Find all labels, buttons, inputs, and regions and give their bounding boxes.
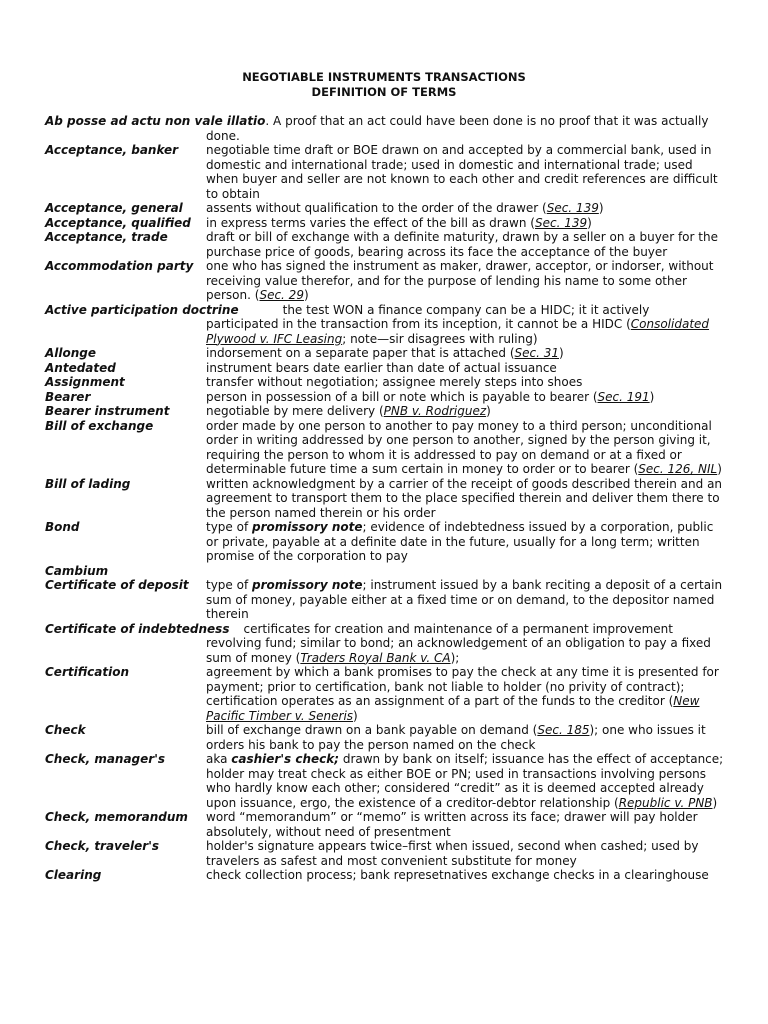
entry-definition: person in possession of a bill or note which is payable to bearer ( (206, 389, 598, 404)
entry-definition: draft or bill of exchange with a definite maturity, drawn by a seller on a buyer for the purchase price of goods, bearing across its face the acceptance of the buyer (206, 230, 718, 259)
entry-term: Acceptance, general (45, 201, 183, 215)
entry-term: Allonge (45, 346, 97, 360)
glossary-entry (45, 114, 725, 143)
entry-definition: instrument bears date earlier than date of actual issuance (206, 360, 557, 375)
entry-term: Accommodation party (45, 259, 194, 273)
document-subtitle: DEFINITION OF TERMS (311, 85, 457, 99)
entry-definition: holder's signature appears twice–first when issued, second when cashed; used by travelers as safest and most convenient substitute for money (206, 839, 699, 868)
glossary-entry (45, 564, 725, 579)
entry-definition: ; evidence of indebtedness issued by a corporation, public or private, payable at a definite date in the future, usually for a long term; written promise of the corporation to pay (206, 520, 714, 563)
glossary-entry (45, 361, 725, 376)
glossary-entry (45, 390, 725, 405)
glossary-entry (45, 303, 725, 347)
glossary-entry (45, 375, 725, 390)
entry-definition: check collection process; bank represetnatives exchange checks in a clearinghouse (206, 868, 709, 882)
entry-term: Check, traveler's (45, 839, 160, 853)
citation-link[interactable]: Sec. 31 (514, 346, 560, 360)
entry-term: Certificate of indebtedness (45, 621, 230, 636)
citation-link[interactable]: Sec. 139 (546, 201, 599, 215)
entry-emphasis: cashier's check; (231, 752, 340, 766)
document-title: NEGOTIABLE INSTRUMENTS TRANSACTIONS (242, 70, 526, 84)
entry-definition: word “memorandum” or “memo” is written across its face; drawer will pay holder absolutely, without need of presentment (206, 810, 698, 839)
entry-definition: bill of exchange drawn on a bank payable on demand ( (206, 723, 538, 737)
entry-definition-tail: ) (717, 462, 722, 476)
glossary-entry (45, 477, 725, 521)
citation-link[interactable]: Consolidated Plywood v. IFC Leasing (206, 317, 710, 346)
entry-definition-tail: ) (587, 215, 592, 230)
entry-definition: agreement by which a bank promises to pay the check at any time it is presented for payment; prior to certification, bank not liable to holder (no privity of contract); certification operates as an assignment of a part of the funds to the creditor ( (206, 665, 719, 708)
citation-link[interactable]: Republic v. PNB (618, 795, 713, 810)
entry-definition-tail: ) (559, 346, 564, 360)
entry-term: Check, manager's (45, 752, 166, 766)
entry-definition-tail: ) (303, 288, 309, 302)
citation-link[interactable]: Sec. 126, NIL (638, 462, 718, 476)
entry-definition: . A proof that an act could have been done is no proof that it was actually done. (206, 114, 709, 143)
entry-term: Bill of exchange (45, 418, 154, 433)
entry-definition-tail: ) (649, 389, 655, 404)
glossary-list (45, 114, 725, 883)
entry-term: Acceptance, banker (45, 143, 179, 157)
entry-term: Bearer instrument (45, 404, 170, 418)
glossary-entry (45, 665, 725, 723)
glossary-entry (45, 723, 725, 752)
entry-term: Bond (45, 520, 80, 534)
citation-link[interactable]: New Pacific Timber v. Seneris (206, 694, 700, 723)
citation-link[interactable]: Sec. 191 (597, 389, 650, 404)
entry-emphasis: promissory note (252, 520, 363, 534)
glossary-entry (45, 259, 725, 303)
glossary-entry (45, 578, 725, 622)
glossary-entry (45, 230, 725, 259)
glossary-entry (45, 868, 725, 883)
entry-definition-tail: ); one who issues it orders his bank to pay the person named on the check (206, 723, 706, 752)
citation-link[interactable]: Sec. 139 (534, 215, 588, 230)
entry-definition: drawn by bank on itself; issuance has the effect of acceptance; holder may treat check as either BOE or PN; used in transactions involving persons who hardly know each other; considered “credit” as it is deemed accepted already upon issuance, ergo, the existence of a creditor-debtor relationship ( (206, 752, 724, 810)
glossary-entry (45, 622, 725, 666)
entry-term: Certification (45, 665, 130, 679)
entry-term: Acceptance, qualified (45, 215, 191, 230)
entry-definition-prefix: type of (206, 520, 253, 534)
glossary-entry (45, 520, 725, 564)
entry-term: Clearing (45, 868, 102, 882)
entry-term: Bearer (45, 389, 91, 404)
entry-definition-tail: ) (598, 201, 604, 215)
citation-link[interactable]: Sec. 29 (259, 288, 304, 302)
glossary-entry (45, 810, 725, 839)
entry-definition: one who has signed the instrument as maker, drawer, acceptor, or indorser, without receiving value therefor, and for the purpose of lending his name to some other person. ( (206, 259, 714, 302)
entry-emphasis: promissory note (252, 578, 363, 592)
citation-link[interactable]: Sec. 185 (537, 723, 590, 737)
entry-definition-tail: ); (450, 650, 460, 665)
entry-term: Certificate of deposit (45, 578, 189, 592)
entry-definition: negotiable time draft or BOE drawn on and accepted by a commercial bank, used in domestic and international trade; used in domestic and international trade; used when buyer and seller are not known to each other and credit references are difficult to obtain (206, 143, 718, 201)
entry-definition: negotiable by mere delivery ( (206, 404, 384, 418)
entry-term: Check (45, 723, 86, 737)
entry-term: Antedated (45, 360, 116, 375)
entry-definition: indorsement on a separate paper that is attached ( (206, 346, 515, 360)
citation-link[interactable]: Traders Royal Bank v. CA (300, 650, 451, 665)
entry-definition-tail: ) (353, 708, 358, 723)
entry-definition-tail: ; note—sir disagrees with ruling) (342, 331, 538, 346)
entry-term: Ab posse ad actu non vale illatio (45, 114, 266, 128)
entry-term: Bill of lading (45, 476, 131, 491)
entry-definition: the test WON a finance company can be a HIDC; it it actively participated in the transaction from its inception, it cannot be a HIDC ( (206, 302, 650, 331)
entry-definition: written acknowledgment by a carrier of the receipt of goods described therein and an agreement to transport them to the place specified therein and deliver them there to the person named therein or his order (206, 476, 723, 520)
glossary-entry (45, 201, 725, 216)
entry-term: Check, memorandum (45, 810, 188, 824)
glossary-entry (45, 752, 725, 810)
entry-definition-tail: ) (712, 795, 718, 810)
entry-term: Cambium (45, 563, 109, 578)
citation-link[interactable]: PNB v. Rodriguez (383, 404, 487, 418)
entry-term: Assignment (45, 375, 125, 389)
entry-definition-prefix: aka (206, 752, 232, 766)
entry-definition: assents without qualification to the order of the drawer ( (206, 201, 547, 215)
entry-term: Active participation doctrine (45, 302, 239, 317)
glossary-entry (45, 143, 725, 201)
glossary-entry (45, 216, 725, 231)
entry-definition: transfer without negotiation; assignee merely steps into shoes (206, 375, 583, 389)
entry-definition: in express terms varies the effect of the bill as drawn ( (206, 215, 535, 230)
entry-definition-tail: ) (486, 404, 491, 418)
glossary-entry (45, 419, 725, 477)
glossary-entry (45, 346, 725, 361)
entry-definition-prefix: type of (206, 578, 253, 592)
entry-definition: order made by one person to another to pay money to a third person; unconditional order in writing addressed by one person to another, signed by the person giving it, requiring the person to whom it is addressed to pay on demand or at a fixed or determinable future time a sum certain in money to order or to bearer ( (206, 418, 712, 476)
entry-definition: certificates for creation and maintenance of a permanent improvement revolving fund; similar to bond; an acknowledgement of an obligation to pay a fixed sum of money ( (206, 621, 711, 665)
entry-term: Acceptance, trade (45, 230, 168, 244)
glossary-entry (45, 839, 725, 868)
glossary-entry (45, 404, 725, 419)
entry-definition: ; instrument issued by a bank reciting a deposit of a certain sum of money, payable either at a fixed time or on demand, to the depositor named therein (206, 578, 723, 621)
entry-definition (206, 564, 210, 578)
